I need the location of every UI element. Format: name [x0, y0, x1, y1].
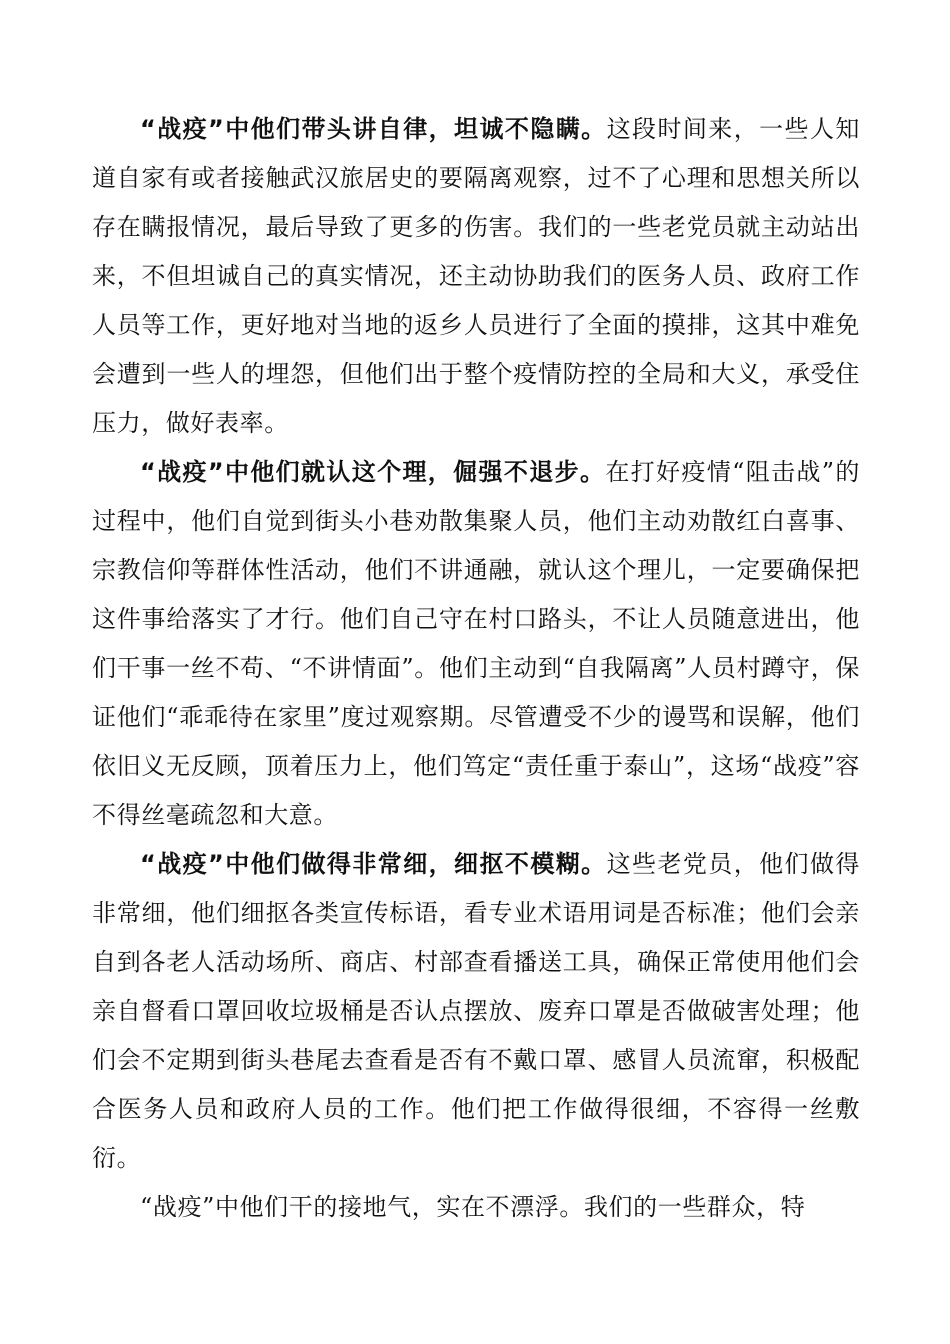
paragraph-self-discipline	[92, 105, 860, 448]
paragraph-down-to-earth	[92, 1183, 860, 1232]
paragraph-text: 在打好疫情“阻击战”的过程中，他们自觉到街头小巷劝散集聚人员，他们主动劝散红白喜事、宗教信仰等群体性活动，他们不讲通融，就认这个理儿，一定要确保把这件事给落实了才行。他们自己守在村口路头，不让人员随意进出，他们干事一丝不苟、“不讲情面”。他们主动到“自我隔离”人员村蹲守，保证他们“乖乖待在家里”度过观察期。尽管遭受不少的谩骂和误解，他们依旧义无反顾，顶着压力上，他们笃定“责任重于泰山”，这场“战疫”容不得丝毫疏忽和大意。	[92, 458, 861, 829]
paragraph-text: “战疫”中他们干的接地气，实在不漂浮。我们的一些群众，特	[140, 1193, 806, 1221]
paragraph-persistence	[92, 448, 860, 840]
paragraph-text: 这段时间来，一些人知道自家有或者接触武汉旅居史的要隔离观察，过不了心理和思想关所以存在瞒报情况，最后导致了更多的伤害。我们的一些老党员就主动站出来，不但坦诚自己的真实情况，还主动协助我们的医务人员、政府工作人员等工作，更好地对当地的返乡人员进行了全面的摸排，这其中难免会遭到一些人的埋怨，但他们出于整个疫情防控的全局和大义，承受住压力，做好表率。	[92, 115, 861, 437]
document-body	[92, 105, 860, 1232]
paragraph-lead: “战疫”中他们带头讲自律，坦诚不隐瞒。	[140, 115, 607, 143]
paragraph-lead: “战疫”中他们就认这个理，倔强不退步。	[140, 458, 606, 486]
paragraph-text: 这些老党员，他们做得非常细，他们细抠各类宣传标语，看专业术语用词是否标准；他们会亲自到各老人活动场所、商店、村部查看播送工具，确保正常使用他们会亲自督看口罩回收垃圾桶是否认点摆放、废弃口罩是否做破害处理；他们会不定期到街头巷尾去查看是否有不戴口罩、感冒人员流窜，积极配合医务人员和政府人员的工作。他们把工作做得很细，不容得一丝敷衍。	[92, 850, 861, 1172]
paragraph-meticulous	[92, 840, 860, 1183]
paragraph-lead: “战疫”中他们做得非常细，细抠不模糊。	[140, 850, 607, 878]
